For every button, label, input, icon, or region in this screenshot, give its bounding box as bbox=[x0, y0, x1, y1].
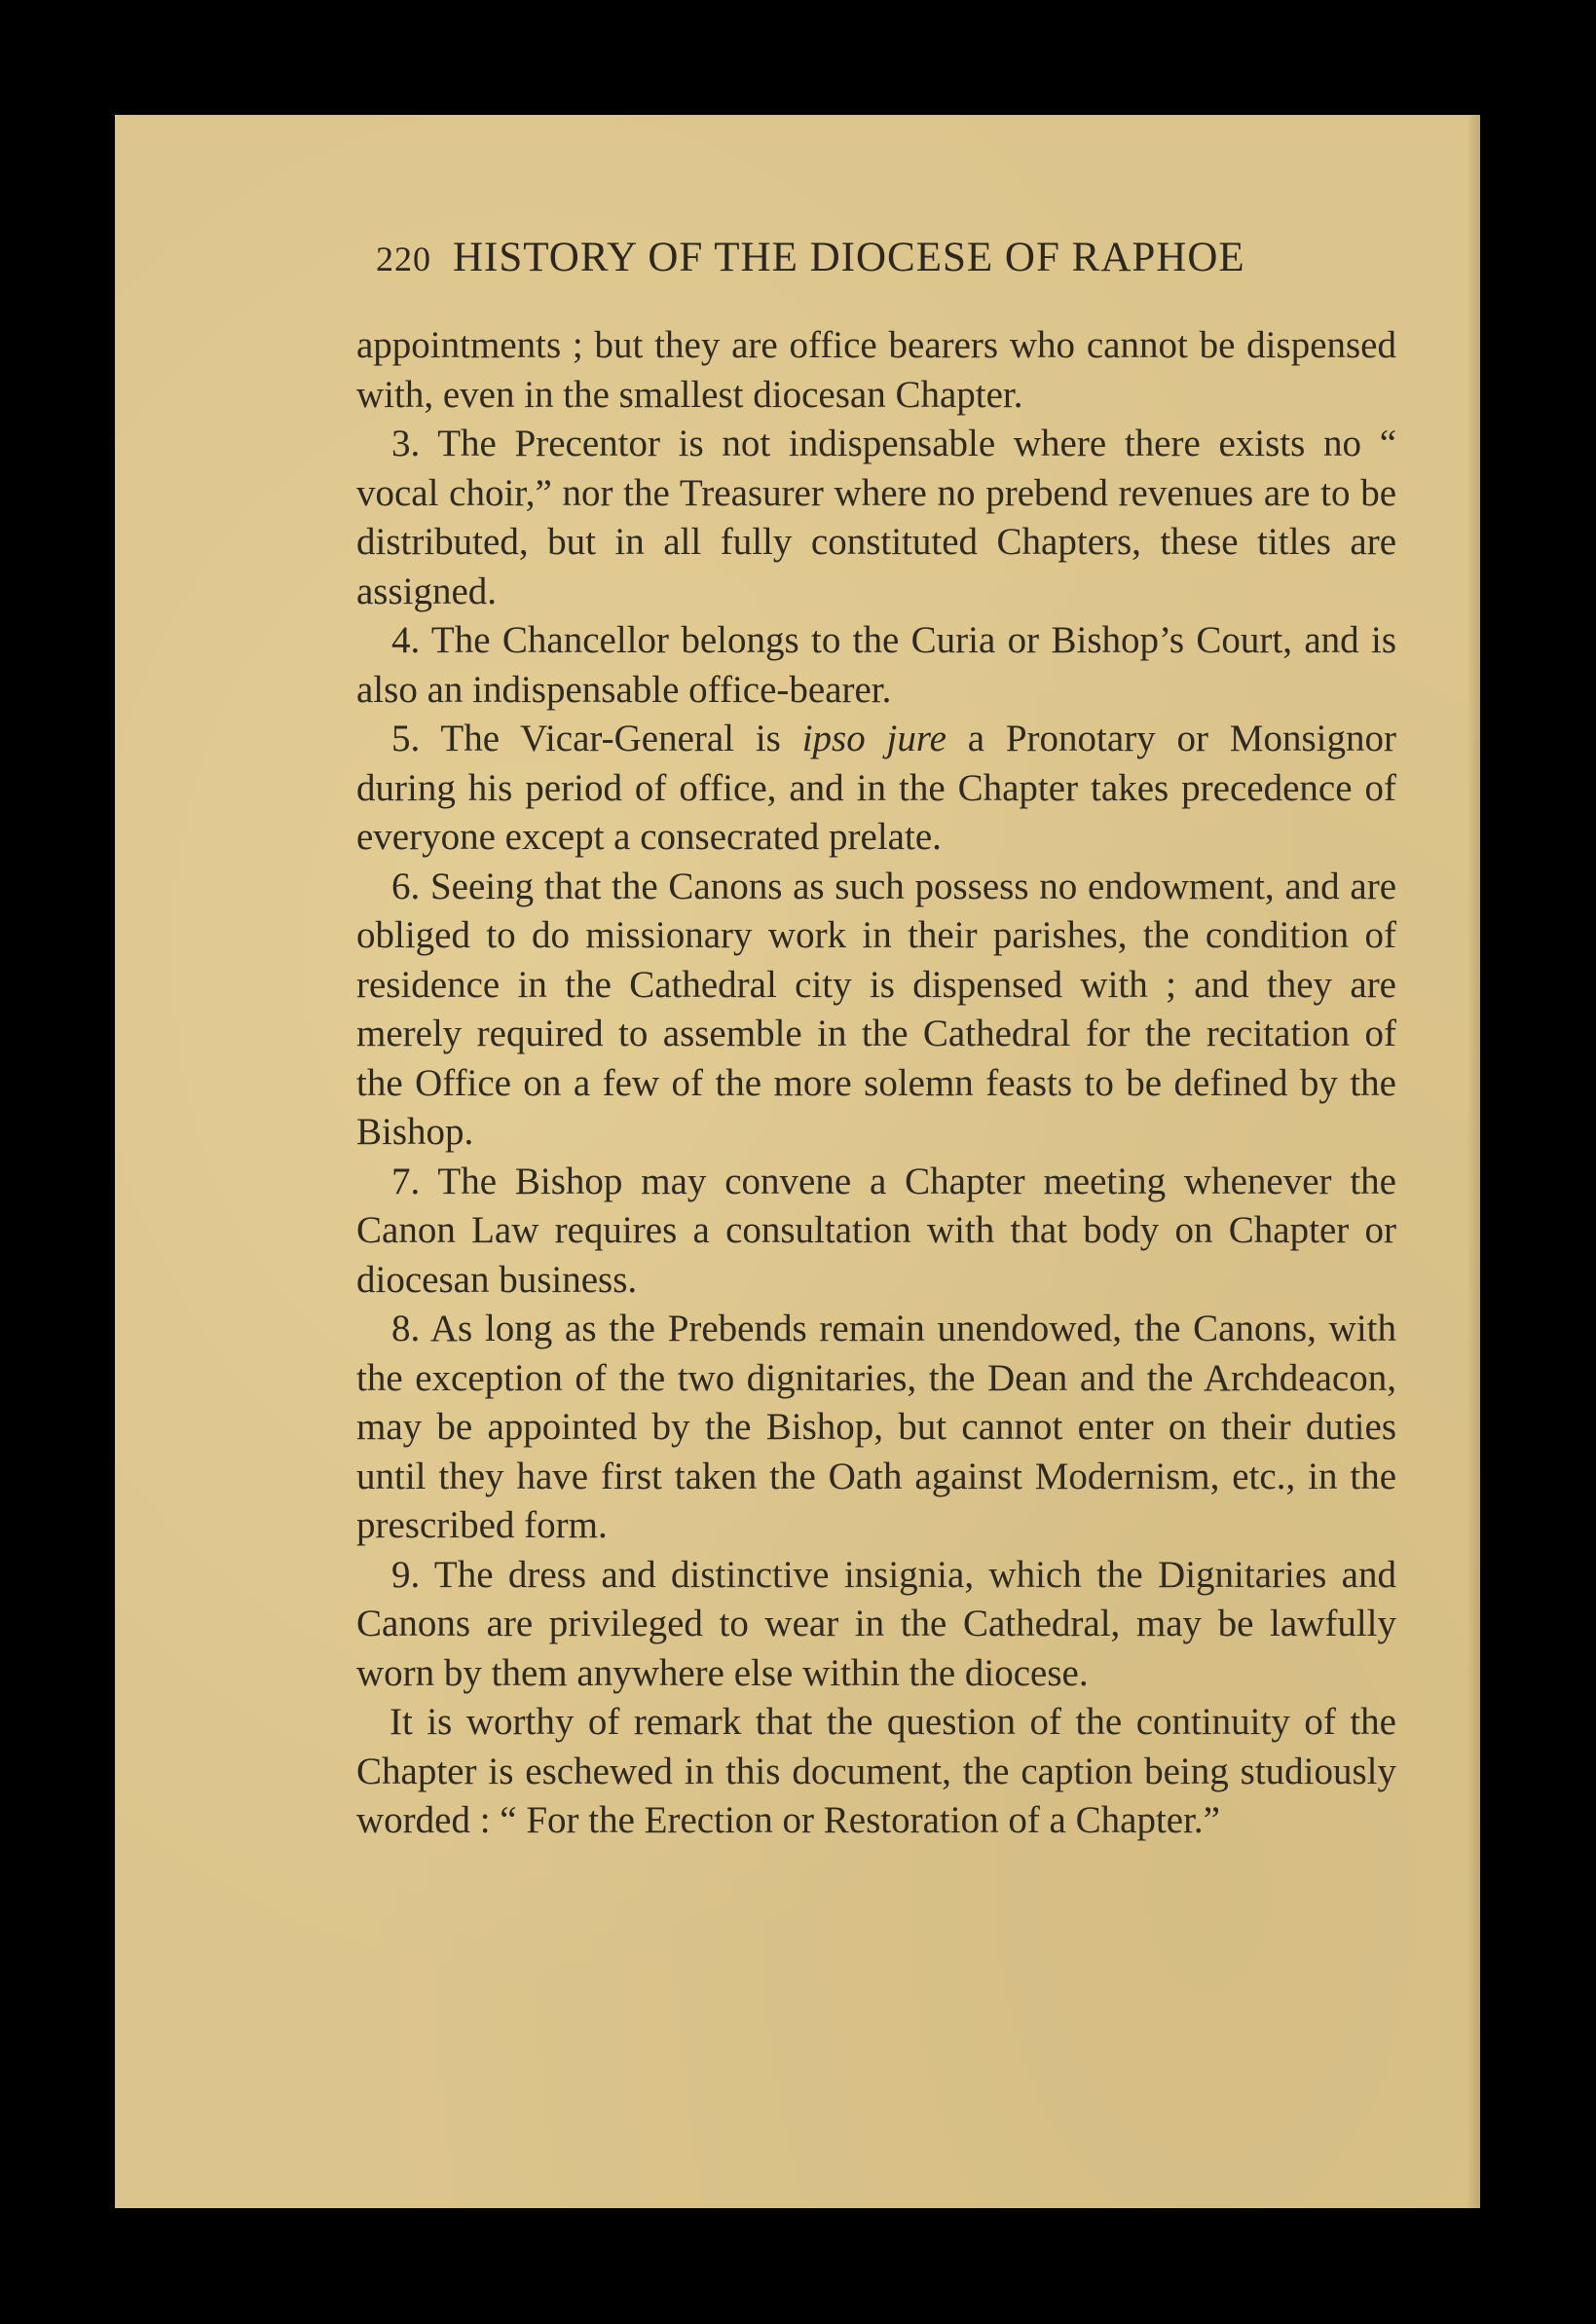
running-head bbox=[376, 234, 1486, 281]
paragraph-continued: appointments ; but they are office bearers who cannot be dispensed with, even in the smallest diocesan Chapter. bbox=[356, 324, 1396, 416]
paragraph-4-chancellor: 4. The Chancellor belongs to the Curia or Bishop’s Court, and is also an indispensable office-bearer. bbox=[356, 619, 1396, 711]
paragraph-7-bishop: 7. The Bishop may convene a Chapter meeting whenever the Canon Law requires a consultation with that body on Chapter or diocesan business. bbox=[356, 1160, 1396, 1301]
paragraph-5-vicar-general bbox=[356, 715, 1396, 863]
page-edge-shadow bbox=[1466, 115, 1480, 2208]
paragraph-remark: It is worthy of remark that the question of the continuity of the Chapter is eschewed in this document, the caption being studiously worded : “ For the Erection or Restoration of a Chapter.” bbox=[356, 1701, 1396, 1841]
paragraph-8-prebends: 8. As long as the Prebends remain unendowed, the Canons, with the exception of the two dignitaries, the Dean and the Archdeacon, may be appointed by the Bishop, but cannot enter on their duties until they have first taken the Oath against Modernism, etc., in the prescribed form. bbox=[356, 1308, 1396, 1546]
paragraph-5-end: a Pronotary or Monsignor during his period of office, and in the Chapter takes precedence of everyone except a consecrated prelate. bbox=[356, 718, 1396, 858]
paragraph-6-canons: 6. Seeing that the Canons as such possess no endowment, and are obliged to do missionary work in their parishes, the condition of residence in the Cathedral city is dispensed with ; and they are merely required to assemble in the Cathedral for the recitation of the Office on a few of the more solemn feasts to be defined by the Bishop. bbox=[356, 865, 1396, 1153]
paragraph-5-start: 5. The Vicar-General is bbox=[391, 718, 802, 759]
paragraph-3-precentor: 3. The Precentor is not indispensable where there exists no “ vocal choir,” nor the Treasurer where no prebend revenues are to be distributed, but in all fully constituted Chapters, these titles are assigned. bbox=[356, 423, 1396, 612]
body-text bbox=[356, 321, 1396, 1846]
book-page bbox=[115, 115, 1480, 2208]
paragraph-9-dress: 9. The dress and distinctive insignia, which the Dignitaries and Canons are privileged to wear in the Cathedral, may be lawfully worn by them anywhere else within the diocese. bbox=[356, 1553, 1396, 1694]
paragraph-5-italic: ipso jure bbox=[801, 718, 946, 759]
book-title: HISTORY OF THE DIOCESE OF RAPHOE bbox=[453, 235, 1245, 280]
page-number: 220 bbox=[376, 240, 431, 278]
